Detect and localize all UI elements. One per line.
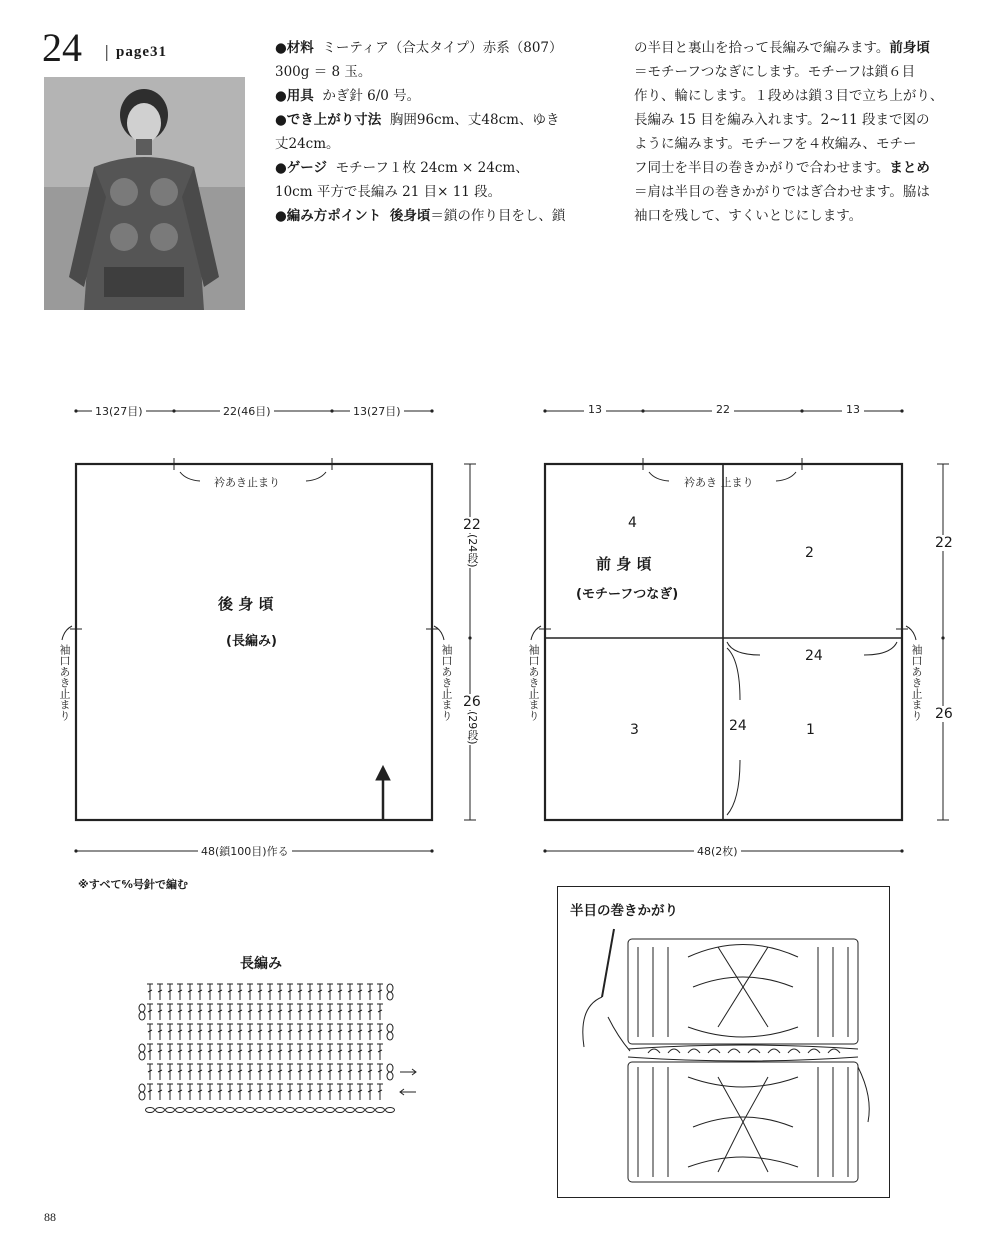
- foundation-chain-symbol: [376, 1108, 385, 1113]
- double-crochet-symbol: [377, 1084, 383, 1100]
- double-crochet-symbol: [287, 1044, 293, 1060]
- double-crochet-symbol: [177, 1044, 183, 1060]
- double-crochet-symbol: [327, 1044, 333, 1060]
- tools-label: ●用具: [275, 88, 314, 104]
- double-crochet-symbol: [247, 1024, 253, 1040]
- double-crochet-symbol: [367, 1004, 373, 1020]
- col2-line-6a: フ同士を半目の巻きかがりで合わせます。: [634, 160, 890, 176]
- foundation-chain-symbol: [246, 1108, 255, 1113]
- header-separator: |: [104, 42, 110, 61]
- pattern-number: 24: [42, 25, 82, 70]
- double-crochet-symbol: [297, 1084, 303, 1100]
- foundation-chain-symbol: [296, 1108, 305, 1113]
- motif-2-number: 2: [805, 545, 814, 561]
- foundation-chain-symbol: [206, 1108, 215, 1113]
- chain-loop: [387, 1024, 393, 1032]
- chain-loop: [139, 1004, 145, 1012]
- foundation-chain-symbol: [146, 1108, 155, 1113]
- back-right-lower-dim: 26: [463, 694, 481, 710]
- double-crochet-symbol: [277, 1084, 283, 1100]
- double-crochet-symbol: [327, 1004, 333, 1020]
- double-crochet-symbol: [367, 984, 373, 1000]
- double-crochet-symbol: [277, 1064, 283, 1080]
- foundation-chain-symbol: [186, 1108, 195, 1113]
- double-crochet-symbol: [167, 1044, 173, 1060]
- double-crochet-symbol: [347, 984, 353, 1000]
- foundation-chain-symbol: [176, 1108, 185, 1113]
- gauge-text: モチーフ１枚 24cm × 24cm、: [335, 160, 529, 176]
- double-crochet-symbol: [277, 984, 283, 1000]
- double-crochet-symbol: [347, 1024, 353, 1040]
- col2-line-8: 袖口を残して、すくいとじにします。: [634, 208, 863, 224]
- points-label: ●編み方ポイント: [275, 208, 382, 224]
- double-crochet-symbol: [207, 984, 213, 1000]
- double-crochet-symbol: [227, 1044, 233, 1060]
- double-crochet-symbol: [147, 1064, 153, 1080]
- double-crochet-symbol: [177, 1004, 183, 1020]
- col2-line-5: ように編みます。モチーフを４枚編み、モチー: [634, 136, 917, 152]
- double-crochet-symbol: [167, 1084, 173, 1100]
- double-crochet-symbol: [207, 1064, 213, 1080]
- double-crochet-symbol: [327, 984, 333, 1000]
- double-crochet-symbol: [257, 1024, 263, 1040]
- chain-loop: [139, 1092, 145, 1100]
- front-top-center-dim: 22: [712, 403, 734, 416]
- double-crochet-symbol: [327, 1084, 333, 1100]
- double-crochet-symbol: [357, 1024, 363, 1040]
- double-crochet-symbol: [237, 1064, 243, 1080]
- foundation-chain-symbol: [226, 1108, 235, 1113]
- back-top-right-dim: 13(27目): [350, 403, 404, 419]
- double-crochet-symbol: [267, 1084, 273, 1100]
- double-crochet-symbol: [317, 1084, 323, 1100]
- motif-4-number: 4: [628, 515, 637, 531]
- double-crochet-symbol: [257, 984, 263, 1000]
- double-crochet-symbol: [207, 1024, 213, 1040]
- foundation-chain-symbol: [326, 1108, 335, 1113]
- double-crochet-symbol: [307, 1024, 313, 1040]
- gauge-text-2: 10cm 平方で長編み 21 目× 11 段。: [275, 184, 502, 200]
- double-crochet-symbol: [297, 984, 303, 1000]
- double-crochet-symbol: [257, 1044, 263, 1060]
- foundation-chain-symbol: [356, 1108, 365, 1113]
- double-crochet-symbol: [367, 1024, 373, 1040]
- double-crochet-symbol: [227, 1024, 233, 1040]
- page-reference: page31: [116, 44, 167, 60]
- direction-arrow-icon: [400, 1089, 416, 1095]
- double-crochet-symbol: [237, 1084, 243, 1100]
- back-right-lower-rows: (29段): [466, 711, 479, 745]
- back-sleeve-label-right: 袖口あき止まり: [440, 644, 453, 721]
- double-crochet-symbol: [237, 1044, 243, 1060]
- size-label: ●でき上がり寸法: [275, 112, 382, 128]
- double-crochet-symbol: [157, 984, 163, 1000]
- foundation-chain-symbol: [366, 1108, 375, 1113]
- foundation-chain-symbol: [156, 1108, 165, 1113]
- double-crochet-symbol: [307, 984, 313, 1000]
- double-crochet-symbol: [187, 1044, 193, 1060]
- double-crochet-symbol: [207, 1084, 213, 1100]
- double-crochet-symbol: [247, 1044, 253, 1060]
- materials-text: ミーティア（合太タイプ）赤系（807）: [322, 40, 563, 56]
- double-crochet-symbol: [167, 984, 173, 1000]
- chain-loop: [139, 1084, 145, 1092]
- double-crochet-symbol: [287, 1024, 293, 1040]
- double-crochet-symbol: [297, 1064, 303, 1080]
- chain-loop: [387, 1064, 393, 1072]
- double-crochet-symbol: [377, 1064, 383, 1080]
- double-crochet-symbol: [167, 1024, 173, 1040]
- double-crochet-symbol: [147, 1024, 153, 1040]
- front-sleeve-label-left: 袖口あき止まり: [527, 644, 540, 721]
- double-crochet-symbol: [347, 1044, 353, 1060]
- front-body-title: 前 身 頃: [596, 555, 652, 573]
- foundation-chain-symbol: [266, 1108, 275, 1113]
- foundation-chain-symbol: [166, 1108, 175, 1113]
- gauge-label: ●ゲージ: [275, 160, 328, 176]
- double-crochet-symbol: [367, 1064, 373, 1080]
- foundation-chain-symbol: [336, 1108, 345, 1113]
- double-crochet-symbol: [347, 1064, 353, 1080]
- double-crochet-symbol: [347, 1084, 353, 1100]
- double-crochet-symbol: [177, 1064, 183, 1080]
- front-top-left-dim: 13: [584, 403, 606, 416]
- double-crochet-symbol: [157, 1044, 163, 1060]
- front-right-upper-dim: 22: [935, 535, 953, 551]
- motif-width-dim: 24: [802, 648, 826, 664]
- col2-line-7: ＝肩は半目の巻きかがりではぎ合わせます。脇は: [634, 184, 930, 200]
- front-collar-label: 衿あき 止まり: [684, 476, 754, 489]
- double-crochet-symbol: [227, 1064, 233, 1080]
- double-crochet-symbol: [357, 984, 363, 1000]
- double-crochet-symbol: [187, 1084, 193, 1100]
- back-sleeve-label-left: 袖口あき止まり: [58, 644, 71, 721]
- double-crochet-symbol: [327, 1024, 333, 1040]
- double-crochet-symbol: [207, 1044, 213, 1060]
- double-crochet-symbol: [177, 1024, 183, 1040]
- double-crochet-symbol: [167, 1064, 173, 1080]
- points-text-2: ＝鎖の作り目をし、鎖: [430, 208, 566, 224]
- whipstitch-detail-box: [557, 886, 890, 1198]
- double-crochet-symbol: [237, 1004, 243, 1020]
- double-crochet-symbol: [287, 1084, 293, 1100]
- double-crochet-symbol: [377, 1004, 383, 1020]
- front-bottom-dim: 48(2枚): [694, 843, 741, 859]
- double-crochet-symbol: [327, 1064, 333, 1080]
- foundation-chain-symbol: [216, 1108, 225, 1113]
- double-crochet-symbol: [297, 1004, 303, 1020]
- double-crochet-symbol: [217, 1064, 223, 1080]
- double-crochet-symbol: [267, 1004, 273, 1020]
- back-top-left-dim: 13(27目): [92, 403, 146, 419]
- double-crochet-symbol: [257, 1064, 263, 1080]
- back-right-upper-dim: 22: [463, 517, 481, 533]
- double-crochet-symbol: [307, 1064, 313, 1080]
- double-crochet-symbol: [367, 1084, 373, 1100]
- double-crochet-symbol: [337, 1084, 343, 1100]
- foundation-chain-symbol: [306, 1108, 315, 1113]
- double-crochet-symbol: [357, 1084, 363, 1100]
- foundation-chain-symbol: [196, 1108, 205, 1113]
- double-crochet-symbol: [267, 1064, 273, 1080]
- double-crochet-symbol: [197, 1084, 203, 1100]
- back-body-subtitle: (長編み): [226, 634, 277, 649]
- double-crochet-symbol: [357, 1044, 363, 1060]
- col2-line-1a: の半目と裏山を拾って長編みで編みます。: [634, 40, 890, 56]
- double-crochet-symbol: [197, 984, 203, 1000]
- double-crochet-symbol: [177, 1084, 183, 1100]
- double-crochet-symbol: [157, 1004, 163, 1020]
- double-crochet-symbol: [187, 1004, 193, 1020]
- double-crochet-symbol: [287, 1064, 293, 1080]
- hook-size-note: ※すべて⁶⁄₀号針で編む: [78, 878, 188, 891]
- double-crochet-symbol: [197, 1024, 203, 1040]
- double-crochet-symbol: [217, 1004, 223, 1020]
- double-crochet-symbol: [267, 984, 273, 1000]
- foundation-chain-symbol: [346, 1108, 355, 1113]
- back-right-upper-rows: (24段): [466, 534, 479, 568]
- col2-line-4: 長編み 15 目を編み入れます。2~11 段まで図の: [634, 112, 930, 128]
- double-crochet-symbol: [277, 1024, 283, 1040]
- chain-loop: [387, 1032, 393, 1040]
- double-crochet-symbol: [207, 1004, 213, 1020]
- double-crochet-symbol: [237, 1024, 243, 1040]
- double-crochet-symbol: [187, 1064, 193, 1080]
- points-text: 後身頃: [389, 208, 431, 224]
- motif-height-dim: 24: [729, 718, 747, 734]
- double-crochet-symbol: [267, 1024, 273, 1040]
- double-crochet-symbol: [367, 1044, 373, 1060]
- double-crochet-symbol: [337, 1024, 343, 1040]
- double-crochet-symbol: [227, 984, 233, 1000]
- front-sleeve-label-right: 袖口あき止まり: [910, 644, 923, 721]
- size-text-2: 丈24cm。: [275, 136, 340, 152]
- double-crochet-symbol: [247, 1064, 253, 1080]
- double-crochet-symbol: [167, 1004, 173, 1020]
- double-crochet-symbol: [157, 1024, 163, 1040]
- double-crochet-symbol: [337, 1064, 343, 1080]
- double-crochet-symbol: [317, 984, 323, 1000]
- double-crochet-symbol: [307, 1044, 313, 1060]
- double-crochet-symbol: [277, 1044, 283, 1060]
- double-crochet-symbol: [277, 1004, 283, 1020]
- double-crochet-symbol: [347, 1004, 353, 1020]
- size-text: 胸囲96cm、丈48cm、ゆき: [389, 112, 560, 128]
- double-crochet-symbol: [197, 1064, 203, 1080]
- double-crochet-symbol: [357, 1004, 363, 1020]
- back-bottom-dim: 48(鎖100目)作る: [198, 843, 292, 859]
- double-crochet-symbol: [227, 1004, 233, 1020]
- foundation-chain-symbol: [316, 1108, 325, 1113]
- double-crochet-symbol: [177, 984, 183, 1000]
- tools-text: かぎ針 6/0 号。: [322, 88, 421, 104]
- double-crochet-symbol: [187, 984, 193, 1000]
- chain-loop: [139, 1012, 145, 1020]
- double-crochet-symbol: [247, 1084, 253, 1100]
- front-body-subtitle: (モチーフつなぎ): [576, 587, 679, 602]
- double-crochet-stitch-chart: [138, 980, 428, 1140]
- double-crochet-symbol: [287, 1004, 293, 1020]
- double-crochet-symbol: [147, 1044, 153, 1060]
- front-top-right-dim: 13: [842, 403, 864, 416]
- back-body-title: 後 身 頃: [218, 595, 274, 613]
- double-crochet-symbol: [187, 1024, 193, 1040]
- direction-arrow-icon: [400, 1069, 416, 1075]
- double-crochet-symbol: [227, 1084, 233, 1100]
- col2-line-3: 作り、輪にします。１段めは鎖３目で立ち上がり、: [634, 88, 944, 104]
- chain-loop: [387, 984, 393, 992]
- foundation-chain-symbol: [276, 1108, 285, 1113]
- double-crochet-symbol: [317, 1004, 323, 1020]
- chain-loop: [387, 992, 393, 1000]
- chain-loop: [387, 1072, 393, 1080]
- double-crochet-symbol: [147, 1004, 153, 1020]
- double-crochet-symbol: [157, 1064, 163, 1080]
- double-crochet-symbol: [317, 1024, 323, 1040]
- foundation-chain-symbol: [386, 1108, 395, 1113]
- foundation-chain-symbol: [286, 1108, 295, 1113]
- double-crochet-symbol: [147, 984, 153, 1000]
- double-crochet-symbol: [337, 984, 343, 1000]
- double-crochet-symbol: [217, 1024, 223, 1040]
- col2-line-1b: 前身頃: [889, 40, 930, 56]
- double-crochet-symbol: [257, 1084, 263, 1100]
- double-crochet-symbol: [247, 984, 253, 1000]
- double-crochet-symbol: [287, 984, 293, 1000]
- page-number: 88: [44, 1210, 56, 1224]
- double-crochet-symbol: [317, 1064, 323, 1080]
- double-crochet-symbol: [217, 984, 223, 1000]
- whipstitch-title: 半目の巻きかがり: [570, 903, 678, 919]
- col2-line-2: ＝モチーフつなぎにします。モチーフは鎖６目: [634, 64, 916, 80]
- motif-1-number: 1: [806, 722, 815, 738]
- back-top-center-dim: 22(46目): [220, 403, 274, 419]
- whipstitch-illustration: [568, 927, 878, 1192]
- double-crochet-symbol: [217, 1084, 223, 1100]
- double-crochet-symbol: [157, 1084, 163, 1100]
- double-crochet-symbol: [197, 1004, 203, 1020]
- col2-line-6b: まとめ: [889, 160, 930, 176]
- front-right-lower-dim: 26: [935, 706, 953, 722]
- materials-text-2: 300g ＝ 8 玉。: [275, 64, 372, 80]
- foundation-chain-symbol: [256, 1108, 265, 1113]
- double-crochet-symbol: [357, 1064, 363, 1080]
- double-crochet-symbol: [377, 1024, 383, 1040]
- double-crochet-symbol: [337, 1044, 343, 1060]
- double-crochet-symbol: [337, 1004, 343, 1020]
- double-crochet-symbol: [317, 1044, 323, 1060]
- double-crochet-symbol: [297, 1044, 303, 1060]
- double-crochet-symbol: [377, 984, 383, 1000]
- double-crochet-symbol: [257, 1004, 263, 1020]
- double-crochet-symbol: [217, 1044, 223, 1060]
- back-collar-label: 衿あき止まり: [214, 476, 280, 489]
- double-crochet-symbol: [307, 1084, 313, 1100]
- chain-loop: [139, 1052, 145, 1060]
- double-crochet-symbol: [197, 1044, 203, 1060]
- double-crochet-symbol: [377, 1044, 383, 1060]
- double-crochet-symbol: [267, 1044, 273, 1060]
- materials-label: ●材料: [275, 40, 314, 56]
- motif-3-number: 3: [630, 722, 639, 738]
- double-crochet-symbol: [237, 984, 243, 1000]
- foundation-chain-symbol: [236, 1108, 245, 1113]
- double-crochet-symbol: [307, 1004, 313, 1020]
- double-crochet-symbol: [247, 1004, 253, 1020]
- chain-loop: [139, 1044, 145, 1052]
- double-crochet-symbol: [297, 1024, 303, 1040]
- stitch-chart-title: 長編み: [240, 956, 282, 972]
- double-crochet-symbol: [147, 1084, 153, 1100]
